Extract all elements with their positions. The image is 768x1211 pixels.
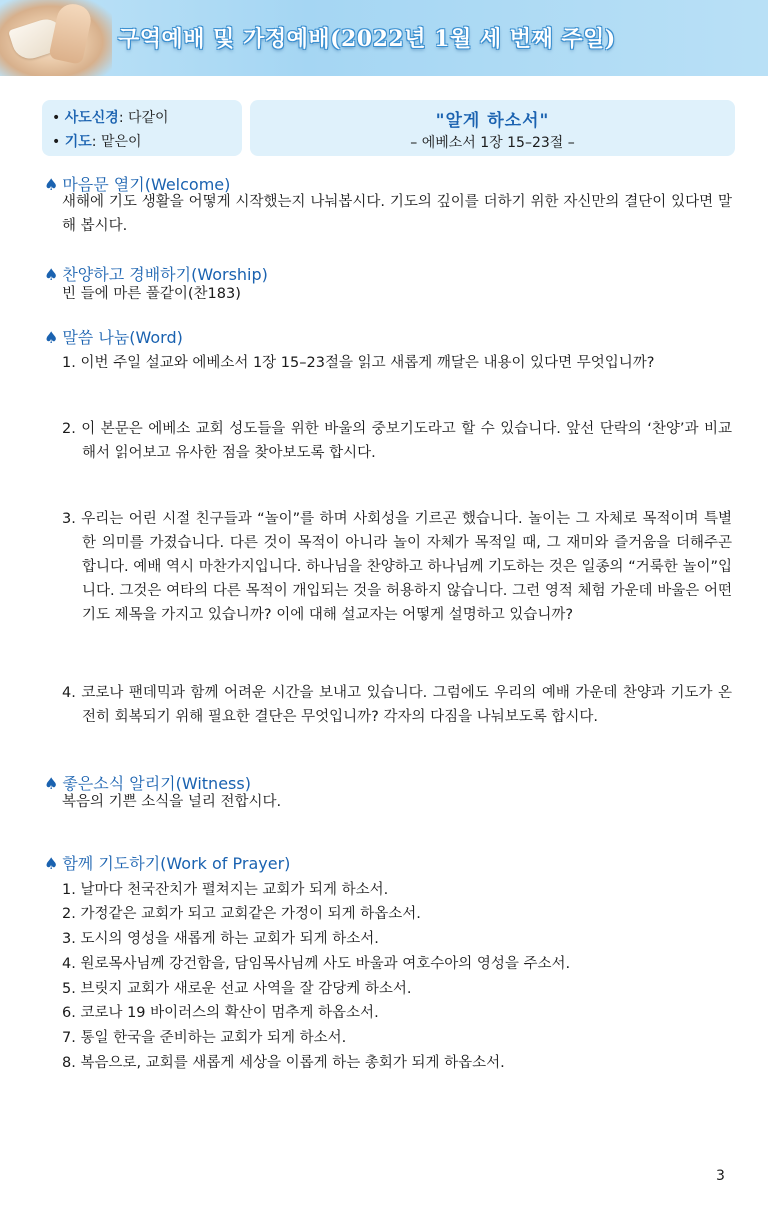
question-3: 3. 우리는 어린 시절 친구들과 “놀이”를 하며 사회성을 기르곤 했습니다. 놀이는 그 자체로 목적이며 특별한 의미를 가졌습니다. 다른 것이 목적이 아니라 놀이 자체가 목적일 때, 그 재미와 즐거움을 더해주곤 합니다. 예배 역시 마찬가지입니다. 하나님을 찬양하고 하나님께 기도하는 것은 일종의 “거룩한 놀이”입니다. 그것은 여타의 다른 목적이 개입되는 것을 허용하지 않습니다. 그런 영적 체험 가운데 바울은 어떤 기도 제목을 가지고 있습니까? 이에 대해 설교자는 어떻게 설명하고 있습니까? [62, 511, 732, 623]
worship-hymn: 빈 들에 마른 풀같이(찬183) [62, 286, 241, 302]
scripture-reference: – 에베소서 1장 15–23절 – [410, 135, 575, 151]
prayer-item: 7. 통일 한국을 준비하는 교회가 되게 하소서. [62, 1030, 347, 1046]
question-1: 1. 이번 주일 설교와 에베소서 1장 15–23절을 읽고 새롭게 깨달은 내용이 있다면 무엇입니까? [62, 355, 655, 371]
colon: : [118, 110, 128, 126]
order-of-service-box [42, 100, 242, 156]
section-heading-text: 찬양하고 경배하기(Worship) [62, 265, 268, 284]
witness-text: 복음의 기쁜 소식을 널리 전합시다. [62, 794, 282, 810]
page-title: 구역예배 및 가정예배(2022년 1월 세 번째 주일) [118, 26, 616, 52]
question-4: 4. 코로나 팬데믹과 함께 어려운 시간을 보내고 있습니다. 그럼에도 우리의 예배 가운데 찬양과 기도가 온전히 회복되기 위해 필요한 결단은 무엇입니까? 각자의 다짐을 나눠보도록 합시다. [62, 685, 732, 725]
section-heading-text: 함께 기도하기(Work of Prayer) [62, 854, 291, 873]
creed-label: 사도신경 [64, 110, 119, 126]
bullet: • [52, 134, 65, 150]
creed-value: 다같이 [128, 110, 169, 126]
sermon-title: "알게 하소서" [435, 111, 550, 131]
prayer-item: 8. 복음으로, 교회를 새롭게 세상을 이롭게 하는 총회가 되게 하옵소서. [62, 1055, 505, 1071]
praying-hands-image [48, 1, 93, 65]
praying-hands-bible-image [0, 0, 112, 76]
welcome-text: 새해에 기도 생활을 어떻게 시작했는지 나눠봅시다. 기도의 깊이를 더하기 위한 자신만의 결단이 있다면 말해 봅시다. [62, 194, 732, 234]
bullet: • [52, 110, 65, 126]
spade-icon: ♠ [44, 774, 59, 793]
prayer-item: 5. 브릿지 교회가 새로운 선교 사역을 잘 감당케 하소서. [62, 981, 412, 997]
section-heading-text: 말씀 나눔(Word) [62, 328, 183, 347]
creed-line [52, 107, 169, 127]
prayer-item: 6. 코로나 19 바이러스의 확산이 멈추게 하옵소서. [62, 1005, 379, 1021]
section-heading-word [44, 325, 183, 348]
section-heading-text: 마음문 열기(Welcome) [62, 175, 231, 194]
spade-icon: ♠ [44, 854, 59, 873]
prayer-label: 기도 [64, 134, 92, 150]
sermon-title-box [250, 100, 735, 156]
section-heading-prayer [44, 851, 290, 874]
page-number: 3 [716, 1168, 725, 1184]
prayer-item: 1. 날마다 천국잔치가 펼쳐지는 교회가 되게 하소서. [62, 882, 389, 898]
prayer-value: 맡은이 [100, 134, 142, 150]
spade-icon: ♠ [44, 265, 59, 284]
prayer-item: 4. 원로목사님께 강건함을, 담임목사님께 사도 바울과 여호수아의 영성을 주소서. [62, 956, 571, 972]
prayer-item: 3. 도시의 영성을 새롭게 하는 교회가 되게 하소서. [62, 931, 379, 947]
prayer-line [52, 131, 142, 151]
spade-icon: ♠ [44, 328, 59, 347]
prayer-item: 2. 가정같은 교회가 되고 교회같은 가정이 되게 하옵소서. [62, 906, 421, 922]
header-banner [0, 0, 768, 76]
spade-icon: ♠ [44, 175, 59, 194]
question-2: 2. 이 본문은 에베소 교회 성도들을 위한 바울의 중보기도라고 할 수 있습니다. 앞선 단락의 ‘찬양’과 비교해서 읽어보고 유사한 점을 찾아보도록 합시다. [62, 421, 732, 461]
section-heading-text: 좋은소식 알리기(Witness) [62, 774, 251, 793]
colon: : [91, 134, 101, 150]
